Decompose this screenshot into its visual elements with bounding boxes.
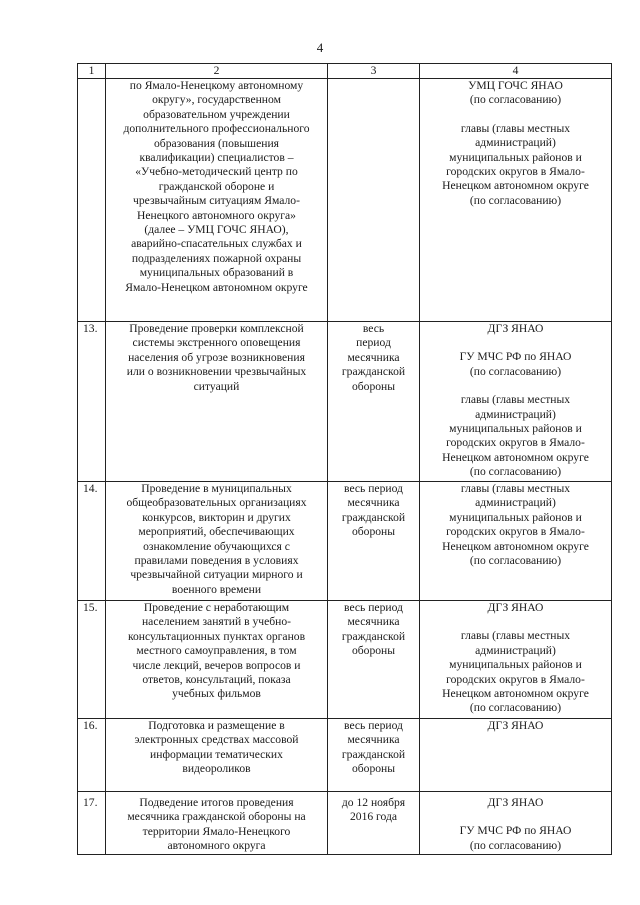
resp-line: главы (главы местных	[460, 393, 571, 407]
desc-line: консультационных пунктах органов	[127, 629, 306, 643]
header-col-1: 1	[78, 64, 106, 79]
resp-line: УМЦ ГОЧС ЯНАО	[468, 79, 563, 92]
desc-line: местного самоуправления, в том	[136, 644, 297, 658]
resp-line: главы (главы местных	[460, 482, 571, 495]
responsible-cell	[420, 792, 612, 855]
resp-line: (по согласованию)	[469, 465, 562, 479]
desc-line: ответов, консультаций, показа	[142, 673, 291, 687]
resp-line: муниципальных районов и	[449, 510, 582, 524]
term-cell	[328, 792, 420, 855]
resp-line: ДГЗ ЯНАО	[487, 601, 544, 614]
desc-line: автономного округа	[167, 839, 266, 853]
row-number: 14.	[78, 482, 106, 601]
desc-line: муниципальных образований в	[139, 266, 294, 280]
term-line: месячника	[347, 350, 400, 364]
resp-line: городских округов в Ямало-	[446, 436, 585, 450]
table-row	[78, 322, 612, 482]
desc-line: Подготовка и размещение в	[148, 719, 285, 732]
desc-line: населения об угрозе возникновения	[128, 350, 305, 364]
desc-line: системы экстренного оповещения	[132, 336, 301, 350]
desc-line: числе лекций, вечеров вопросов и	[132, 658, 301, 672]
term-cell	[328, 79, 420, 322]
desc-line: ознакомление обучающихся с	[143, 539, 290, 553]
term-line: обороны	[351, 379, 396, 393]
term-cell	[328, 482, 420, 601]
resp-line: (по согласованию)	[469, 93, 562, 107]
desc-line: общеобразовательных организациях	[126, 496, 307, 510]
term-line: весь период	[344, 482, 403, 495]
header-col-3: 3	[328, 64, 420, 79]
row-number: 17.	[78, 792, 106, 855]
responsible-cell	[420, 601, 612, 719]
term-line: гражданской	[341, 629, 406, 643]
resp-line: муниципальных районов и	[449, 150, 582, 164]
term-line: весь	[362, 322, 385, 335]
term-cell	[328, 719, 420, 792]
table-row	[78, 601, 612, 719]
desc-line: учебных фильмов	[172, 687, 261, 701]
resp-line: администраций)	[475, 407, 556, 421]
table-row	[78, 792, 612, 855]
resp-line: ДГЗ ЯНАО	[487, 796, 544, 809]
resp-line: (по согласованию)	[469, 701, 562, 715]
table-row	[78, 719, 612, 792]
term-line: обороны	[351, 644, 396, 658]
desc-line: ситуаций	[193, 379, 240, 393]
description-cell	[106, 79, 328, 322]
term-line: весь период	[344, 601, 403, 614]
resp-line: главы (главы местных	[460, 629, 571, 643]
resp-line: городских округов в Ямало-	[446, 672, 585, 686]
row-number: 15.	[78, 601, 106, 719]
desc-line: подразделениях пожарной охраны	[131, 251, 302, 265]
desc-line: военного времени	[171, 582, 262, 596]
resp-line: (по согласованию)	[469, 554, 562, 568]
description-cell	[106, 792, 328, 855]
resp-line: Ненецком автономном округе	[442, 687, 589, 701]
number-cell	[78, 79, 106, 322]
responsible-cell	[420, 79, 612, 322]
events-table	[77, 63, 612, 855]
term-line: гражданской	[341, 747, 406, 761]
desc-line: конкурсов, викторин и других	[142, 510, 291, 524]
resp-line: главы (главы местных	[460, 121, 571, 135]
desc-line: видеороликов	[182, 762, 251, 776]
desc-line: образовательном учреждении	[143, 107, 290, 121]
term-line: гражданской	[341, 365, 406, 379]
row-number: 13.	[78, 322, 106, 482]
desc-line: территории Ямало-Ненецкого	[142, 824, 291, 838]
term-cell	[328, 322, 420, 482]
desc-line: Ямало-Ненецком автономном округе	[125, 280, 308, 294]
resp-line: Ненецком автономном округе	[442, 539, 589, 553]
description-cell	[106, 601, 328, 719]
term-line: гражданской	[341, 510, 406, 524]
row-number: 16.	[78, 719, 106, 792]
resp-line: Ненецком автономном округе	[442, 179, 589, 193]
table-header-row	[78, 64, 612, 79]
responsible-cell	[420, 482, 612, 601]
header-col-4: 4	[420, 64, 612, 79]
description-cell	[106, 322, 328, 482]
resp-line: ДГЗ ЯНАО	[487, 719, 544, 732]
desc-line: образования (повышения	[154, 136, 279, 150]
desc-line: аварийно-спасательных службах и	[131, 237, 302, 251]
term-line: период	[356, 336, 391, 350]
desc-line: мероприятий, обеспечивающих	[138, 525, 295, 539]
header-col-2: 2	[106, 64, 328, 79]
responsible-cell	[420, 719, 612, 792]
resp-line: администраций)	[475, 136, 556, 150]
resp-line: ГУ МЧС РФ по ЯНАО	[459, 350, 572, 364]
table-row-continuation	[78, 79, 612, 322]
resp-line: городских округов в Ямало-	[446, 525, 585, 539]
resp-line: Ненецком автономном округе	[442, 450, 589, 464]
desc-line: Проведение проверки комплексной	[129, 322, 304, 335]
responsible-cell	[420, 322, 612, 482]
resp-line: администраций)	[475, 496, 556, 510]
desc-line: квалификации) специалистов –	[139, 151, 294, 165]
desc-line: Проведение в муниципальных	[141, 482, 292, 495]
desc-line: Подведение итогов проведения	[139, 796, 294, 809]
resp-line: (по согласованию)	[469, 838, 562, 852]
resp-line: муниципальных районов и	[449, 658, 582, 672]
resp-line: муниципальных районов и	[449, 422, 582, 436]
term-line: 2016 года	[349, 810, 398, 824]
resp-line: ДГЗ ЯНАО	[487, 322, 544, 335]
term-line: обороны	[351, 762, 396, 776]
desc-line: по Ямало-Ненецкому автономному	[129, 79, 304, 92]
desc-line: месячника гражданской обороны на	[127, 810, 306, 824]
desc-line: правилами поведения в условиях	[134, 554, 299, 568]
desc-line: «Учебно-методический центр по	[135, 165, 298, 179]
description-cell	[106, 482, 328, 601]
term-line: месячника	[347, 733, 400, 747]
desc-line: электронных средствах массовой	[134, 733, 299, 747]
desc-line: округу», государственном	[152, 93, 281, 107]
desc-line: или о возникновении чрезвычайных	[126, 365, 307, 379]
term-line: обороны	[351, 525, 396, 539]
resp-line: администраций)	[475, 643, 556, 657]
desc-line: гражданской обороне и	[158, 179, 275, 193]
table-row	[78, 482, 612, 601]
desc-line: Ненецкого автономного округа»	[137, 208, 296, 222]
term-line: до 12 ноября	[341, 796, 406, 809]
desc-line: информации тематических	[150, 747, 283, 761]
description-cell	[106, 719, 328, 792]
term-line: месячника	[347, 496, 400, 510]
desc-line: Проведение с неработающим	[143, 601, 290, 614]
resp-line: городских округов в Ямало-	[446, 165, 585, 179]
resp-line: (по согласованию)	[469, 193, 562, 207]
term-line: месячника	[347, 615, 400, 629]
resp-line: ГУ МЧС РФ по ЯНАО	[459, 824, 572, 838]
page-number: 4	[316, 40, 324, 55]
desc-line: (далее – УМЦ ГОЧС ЯНАО),	[144, 223, 289, 237]
desc-line: чрезвычайной ситуации мирного и	[130, 568, 303, 582]
desc-line: дополнительного профессионального	[123, 122, 310, 136]
term-cell	[328, 601, 420, 719]
resp-line: (по согласованию)	[469, 364, 562, 378]
term-line: весь период	[344, 719, 403, 732]
desc-line: чрезвычайным ситуациям Ямало-	[133, 194, 300, 208]
desc-line: населением занятий в учебно-	[141, 615, 292, 629]
